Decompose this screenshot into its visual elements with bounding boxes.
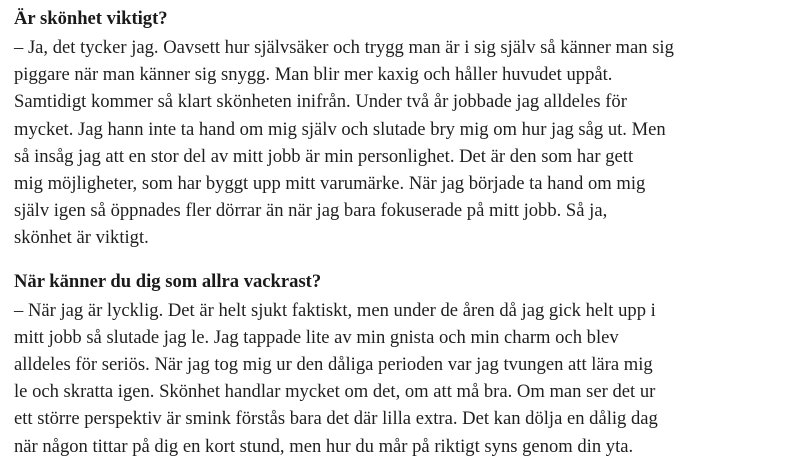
answer-line: – När jag är lycklig. Det är helt sjukt faktiskt, men under de åren då jag gick helt upp i (14, 299, 656, 321)
question-heading: Är skönhet viktigt? (14, 8, 168, 29)
answer-line: le och skratta igen. Skönhet handlar mycket om det, om att må bra. Om man ser det ur (14, 381, 656, 403)
answer-line: mig möjligheter, som har byggt upp mitt varumärke. När jag började ta hand om mig (14, 173, 646, 195)
answer-line: själv igen så öppnades fler dörrar än när jag bara fokuserade på mitt jobb. Så ja, (14, 200, 608, 222)
qa-section (14, 267, 802, 460)
question-heading: När känner du dig som allra vackrast? (14, 270, 322, 292)
answer-line: mitt jobb så slutade jag le. Jag tappade lite av min gnista och min charm och blev (14, 326, 619, 348)
answer-line: skönhet är viktigt. (14, 227, 149, 249)
answer-line: ett större perspektiv är smink förstås bara det där lilla extra. Det kan dölja en dålig dag (14, 408, 658, 430)
answer-line: mycket. Jag hann inte ta hand om mig själv och slutade bry mig om hur jag såg ut. Men (14, 118, 666, 140)
qa-section (14, 4, 802, 252)
answer-line: piggare när man känner sig snygg. Man blir mer kaxig och håller huvudet uppåt. (14, 64, 613, 86)
answer-line: Samtidigt kommer så klart skönheten inifrån. Under två år jobbade jag alldeles för (14, 91, 627, 113)
answer-paragraph (14, 34, 802, 252)
answer-line: – Ja, det tycker jag. Oavsett hur självsäker och trygg man är i sig själv så känner man sig (14, 37, 674, 58)
answer-line: så insåg jag att en stor del av mitt jobb är min personlighet. Det är den som har gett (14, 145, 634, 167)
answer-line: alldeles för seriös. När jag tog mig ur den dåliga perioden var jag tvungen att lära mig (14, 354, 653, 376)
answer-paragraph (14, 297, 802, 460)
answer-line: när någon tittar på dig en kort stund, men hur du mår på riktigt syns genom din yta. (14, 435, 634, 457)
